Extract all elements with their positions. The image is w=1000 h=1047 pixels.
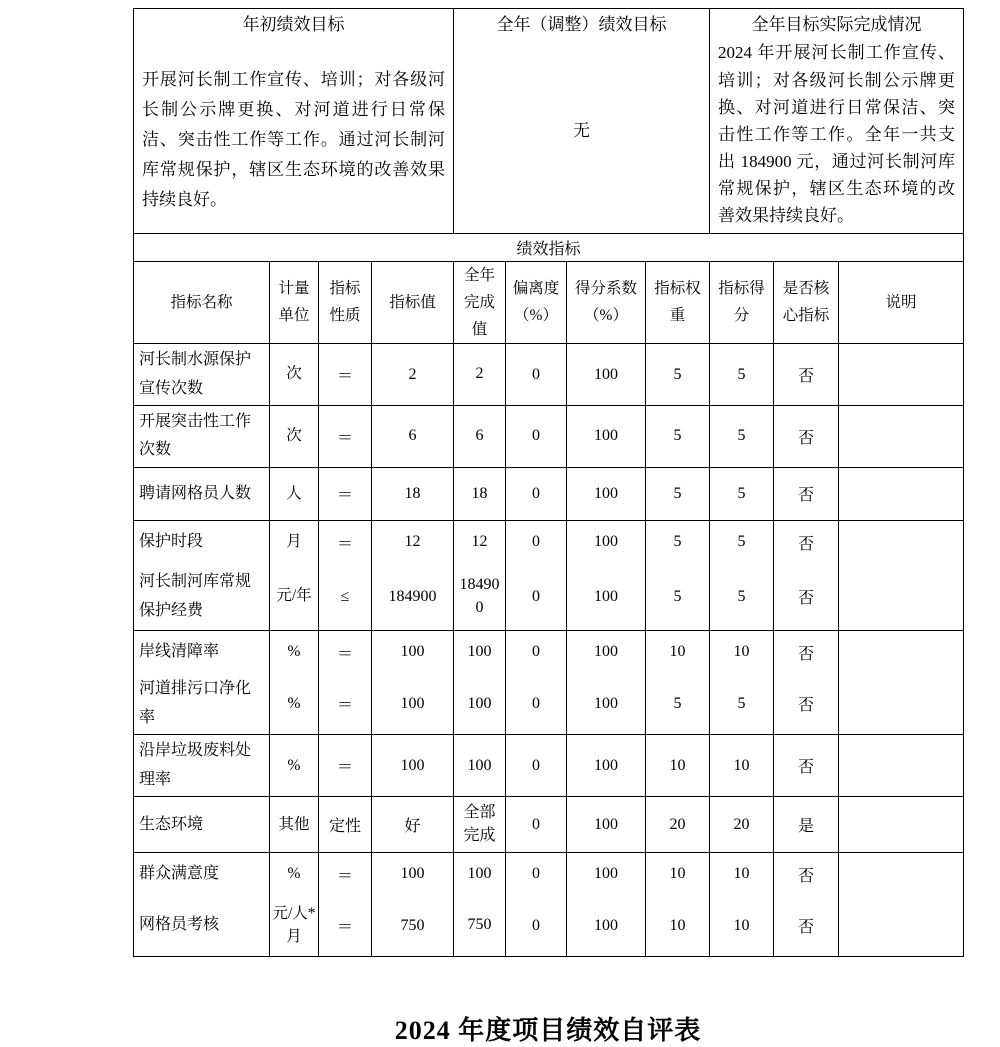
cell-score: 5: [710, 467, 774, 520]
cell-weight: 5: [646, 467, 710, 520]
cell-unit: %: [270, 673, 319, 734]
indicator-row: [134, 673, 964, 734]
section-title-row: [134, 233, 964, 261]
cell-indicator-name: 群众满意度: [134, 853, 270, 895]
goal-actual-cell: [710, 9, 964, 234]
cell-unit: 其他: [270, 797, 319, 853]
cell-score-coefficient: 100: [567, 673, 646, 734]
column-header-row: [134, 261, 964, 343]
cell-completed-value: 18: [454, 467, 506, 520]
cell-completed-value: 全部完成: [454, 797, 506, 853]
cell-core-indicator: 否: [774, 467, 839, 520]
cell-unit: 月: [270, 520, 319, 563]
cell-score: 5: [710, 673, 774, 734]
cell-target-value: 100: [372, 853, 454, 895]
cell-core-indicator: 否: [774, 895, 839, 957]
cell-unit: %: [270, 630, 319, 673]
cell-indicator-name: 岸线清障率: [134, 630, 270, 673]
cell-deviation: 0: [506, 630, 567, 673]
cell-core-indicator: 是: [774, 797, 839, 853]
cell-unit: 元/人*月: [270, 895, 319, 957]
cell-score-coefficient: 100: [567, 630, 646, 673]
document-title: 2024 年度项目绩效自评表: [394, 1016, 702, 1046]
cell-nature: 定性: [319, 797, 372, 853]
goal-actual-header: 全年目标实际完成情况: [751, 15, 922, 34]
cell-nature: ＝: [319, 520, 372, 563]
indicator-row: [134, 405, 964, 467]
cell-score-coefficient: 100: [567, 520, 646, 563]
cell-weight: 5: [646, 563, 710, 630]
cell-weight: 5: [646, 673, 710, 734]
goal-adjusted-body: 无: [573, 121, 590, 141]
cell-weight: 20: [646, 797, 710, 853]
goal-adjusted-header: 全年（调整）绩效目标: [496, 15, 667, 34]
cell-unit: 人: [270, 467, 319, 520]
cell-score-coefficient: 100: [567, 405, 646, 467]
cell-score: 10: [710, 735, 774, 797]
cell-weight: 5: [646, 520, 710, 563]
cell-nature: ＝: [319, 735, 372, 797]
goal-actual-body: 2024 年开展河长制工作宣传、培训；对各级河长制公示牌更换、对河道进行日常保洁、突击性工作等工作。全年一共支出 184900 元，通过河长制河库常规保护，辖区生态环境的改善效果持续良好。: [718, 43, 955, 226]
cell-weight: 10: [646, 895, 710, 957]
cell-deviation: 0: [506, 344, 567, 406]
cell-deviation: 0: [506, 853, 567, 895]
cell-note: [839, 797, 964, 853]
column-header-core: 是否核心指标: [774, 261, 839, 343]
cell-core-indicator: 否: [774, 405, 839, 467]
cell-completed-value: 750: [454, 895, 506, 957]
cell-score: 5: [710, 563, 774, 630]
indicator-row: [134, 797, 964, 853]
cell-note: [839, 520, 964, 563]
cell-nature: ＝: [319, 853, 372, 895]
cell-unit: %: [270, 853, 319, 895]
cell-target-value: 18: [372, 467, 454, 520]
cell-note: [839, 344, 964, 406]
cell-unit: %: [270, 735, 319, 797]
cell-core-indicator: 否: [774, 853, 839, 895]
cell-nature: ≤: [319, 563, 372, 630]
cell-score: 20: [710, 797, 774, 853]
cell-deviation: 0: [506, 797, 567, 853]
column-header-unit: 计量单位: [270, 261, 319, 343]
cell-completed-value: 100: [454, 735, 506, 797]
cell-nature: ＝: [319, 405, 372, 467]
indicator-row: [134, 853, 964, 895]
cell-note: [839, 563, 964, 630]
indicator-row: [134, 563, 964, 630]
cell-weight: 10: [646, 853, 710, 895]
cell-weight: 10: [646, 735, 710, 797]
cell-deviation: 0: [506, 895, 567, 957]
goal-initial-body: 开展河长制工作宣传、培训；对各级河长制公示牌更换、对河道进行日常保洁、突击性工作等工作。通过河长制河库常规保护，辖区生态环境的改善效果持续良好。: [142, 70, 445, 209]
cell-deviation: 0: [506, 673, 567, 734]
indicator-row: [134, 895, 964, 957]
cell-completed-value: 2: [454, 344, 506, 406]
section-title: 绩效指标: [134, 233, 964, 261]
cell-score: 5: [710, 405, 774, 467]
cell-completed-value: 6: [454, 405, 506, 467]
cell-unit: 元/年: [270, 563, 319, 630]
cell-indicator-name: 网格员考核: [134, 895, 270, 957]
cell-score: 5: [710, 344, 774, 406]
cell-completed-value: 100: [454, 630, 506, 673]
cell-deviation: 0: [506, 405, 567, 467]
performance-table: [133, 8, 964, 957]
cell-note: [839, 673, 964, 734]
cell-nature: ＝: [319, 344, 372, 406]
cell-nature: ＝: [319, 673, 372, 734]
cell-target-value: 100: [372, 735, 454, 797]
cell-score: 10: [710, 895, 774, 957]
cell-score-coefficient: 100: [567, 344, 646, 406]
indicator-row: [134, 735, 964, 797]
cell-completed-value: 100: [454, 853, 506, 895]
column-header-nature: 指标性质: [319, 261, 372, 343]
cell-score-coefficient: 100: [567, 797, 646, 853]
cell-score: 10: [710, 853, 774, 895]
cell-note: [839, 895, 964, 957]
cell-core-indicator: 否: [774, 344, 839, 406]
cell-weight: 5: [646, 405, 710, 467]
cell-nature: ＝: [319, 467, 372, 520]
cell-unit: 次: [270, 344, 319, 406]
cell-indicator-name: 河长制河库常规保护经费: [134, 563, 270, 630]
cell-core-indicator: 否: [774, 520, 839, 563]
indicator-row: [134, 467, 964, 520]
cell-note: [839, 467, 964, 520]
cell-target-value: 2: [372, 344, 454, 406]
cell-target-value: 100: [372, 673, 454, 734]
cell-weight: 10: [646, 630, 710, 673]
cell-completed-value: 184900: [454, 563, 506, 630]
cell-target-value: 6: [372, 405, 454, 467]
goal-initial-cell: [134, 9, 454, 234]
cell-note: [839, 853, 964, 895]
cell-score: 5: [710, 520, 774, 563]
cell-target-value: 好: [372, 797, 454, 853]
cell-completed-value: 12: [454, 520, 506, 563]
cell-note: [839, 630, 964, 673]
column-header-deviation: 偏离度（%）: [506, 261, 567, 343]
cell-indicator-name: 保护时段: [134, 520, 270, 563]
cell-deviation: 0: [506, 520, 567, 563]
indicator-row: [134, 344, 964, 406]
cell-score-coefficient: 100: [567, 467, 646, 520]
cell-note: [839, 405, 964, 467]
cell-target-value: 184900: [372, 563, 454, 630]
cell-deviation: 0: [506, 563, 567, 630]
cell-core-indicator: 否: [774, 563, 839, 630]
cell-score-coefficient: 100: [567, 895, 646, 957]
column-header-target: 指标值: [372, 261, 454, 343]
cell-score: 10: [710, 630, 774, 673]
cell-indicator-name: 河道排污口净化率: [134, 673, 270, 734]
cell-core-indicator: 否: [774, 673, 839, 734]
cell-indicator-name: 生态环境: [134, 797, 270, 853]
cell-deviation: 0: [506, 467, 567, 520]
cell-core-indicator: 否: [774, 630, 839, 673]
column-header-score: 指标得分: [710, 261, 774, 343]
cell-indicator-name: 开展突击性工作次数: [134, 405, 270, 467]
column-header-note: 说明: [839, 261, 964, 343]
column-header-completed: 全年完成值: [454, 261, 506, 343]
column-header-weight: 指标权重: [646, 261, 710, 343]
cell-weight: 5: [646, 344, 710, 406]
cell-deviation: 0: [506, 735, 567, 797]
cell-core-indicator: 否: [774, 735, 839, 797]
cell-target-value: 12: [372, 520, 454, 563]
goal-adjusted-cell: [454, 9, 710, 234]
cell-nature: ＝: [319, 630, 372, 673]
cell-score-coefficient: 100: [567, 853, 646, 895]
cell-indicator-name: 聘请网格员人数: [134, 467, 270, 520]
cell-note: [839, 735, 964, 797]
performance-document: [133, 8, 963, 1047]
cell-score-coefficient: 100: [567, 735, 646, 797]
cell-indicator-name: 河长制水源保护宣传次数: [134, 344, 270, 406]
column-header-coefficient: 得分系数（%）: [567, 261, 646, 343]
cell-completed-value: 100: [454, 673, 506, 734]
indicator-row: [134, 630, 964, 673]
cell-score-coefficient: 100: [567, 563, 646, 630]
indicator-row: [134, 520, 964, 563]
cell-target-value: 750: [372, 895, 454, 957]
cell-unit: 次: [270, 405, 319, 467]
cell-indicator-name: 沿岸垃圾废料处理率: [134, 735, 270, 797]
column-header-name: 指标名称: [134, 261, 270, 343]
cell-nature: ＝: [319, 895, 372, 957]
goal-initial-header: 年初绩效目标: [242, 15, 345, 34]
goals-row: [134, 9, 964, 234]
cell-target-value: 100: [372, 630, 454, 673]
